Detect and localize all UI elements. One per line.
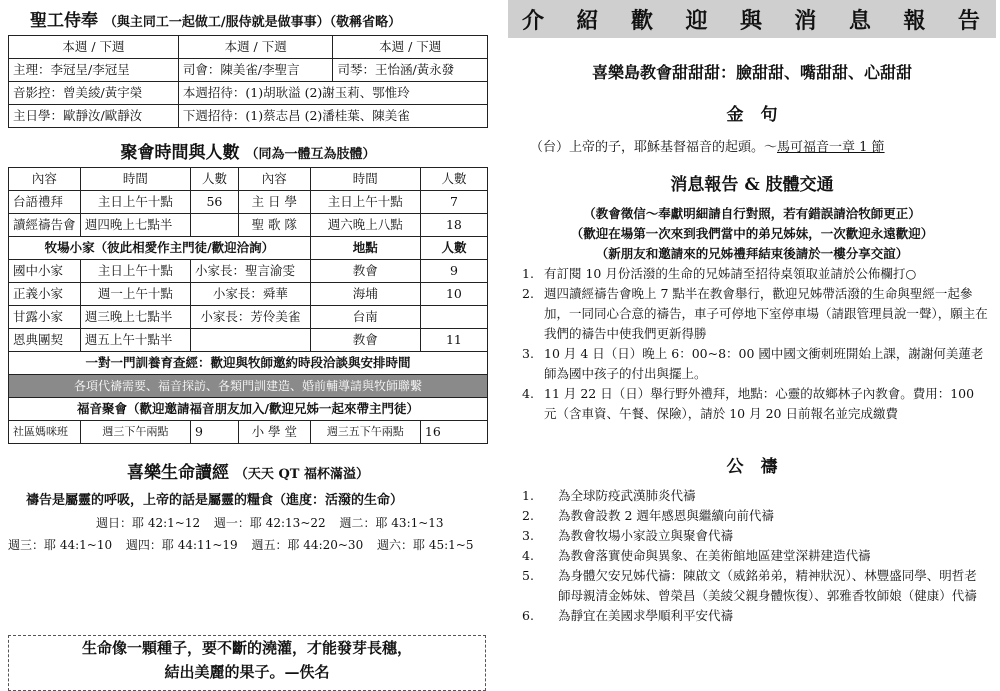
group-cell: 台南 <box>310 306 420 329</box>
prayer-number: 4. <box>522 548 534 563</box>
reading-item: 週二：耶 43:1~13 <box>339 516 444 530</box>
notice-line: （新朋友和邀請來的兄姊禮拜結束後請於一樓分享交誼） <box>595 246 909 261</box>
announcement-header <box>508 0 996 38</box>
gospel-cell: 9 <box>191 421 239 444</box>
reading-item: 週四：耶 44:11~19 <box>125 538 238 552</box>
reading-item: 週日：耶 42:1~12 <box>96 516 201 530</box>
prayer-title: 公 禱 <box>726 457 778 477</box>
reading-item: 週六：耶 45:1~5 <box>377 538 474 552</box>
verse-title: 金 句 <box>726 105 778 125</box>
group-cell: 週三晚上七點半 <box>80 306 190 329</box>
list-item <box>522 264 988 284</box>
proverb-box <box>8 635 486 691</box>
service-section-title <box>30 6 488 31</box>
meeting-cell: 18 <box>420 214 487 237</box>
header-char: 迎 <box>685 7 710 34</box>
header-char: 消 <box>794 7 819 34</box>
header-char: 介 <box>522 7 547 34</box>
verse-reference: 馬可福音一章 1 節 <box>777 140 885 155</box>
header-char: 報 <box>903 7 928 34</box>
list-item <box>522 344 988 384</box>
gospel-cell: 16 <box>420 421 487 444</box>
reading-item: 週一：耶 42:13~22 <box>213 516 326 530</box>
list-item <box>522 384 988 424</box>
header-char: 息 <box>848 7 873 34</box>
list-item <box>522 606 988 626</box>
left-column <box>8 6 488 681</box>
meeting-cell: 讀經禱告會 <box>9 214 81 237</box>
group-cell: 國中小家 <box>9 260 81 283</box>
prayer-text: 為靜宜在美國求學順利平安代禱 <box>558 608 734 623</box>
group-cell: 海埔 <box>310 283 420 306</box>
church-slogan: 喜樂島教會甜甜甜：臉甜甜、嘴甜甜、心甜甜 <box>591 63 912 82</box>
prayer-text: 為教會落實使命與異象、在美術館地區建堂深耕建造代禱 <box>558 548 871 563</box>
list-item <box>522 546 988 566</box>
list-item <box>522 566 988 606</box>
news-list <box>522 264 988 424</box>
proverb-line: 結出美麗的果子。—佚名 <box>164 663 330 681</box>
notices <box>508 204 996 264</box>
meeting-cell: 7 <box>420 191 487 214</box>
prayer-text: 為教會牧場小家設立與聚會代禱 <box>558 528 734 543</box>
group-cell: 教會 <box>310 329 420 352</box>
meeting-header: 內容 <box>9 168 81 191</box>
prayer-text: 為身體欠安兄姊代禱：陳啟文（威銘弟弟，精神狀況）、林豐盛同學、明哲老師母親清金姊妹、曾榮昌（美綾父親身體恢復）、郭雅香牧師娘（健康）代禱 <box>558 568 977 603</box>
news-text: 10 月 4 日（日）晚上 6：00~8：00 國中國文衝刺班開始上課，謝謝何美蓮老師為國中孩子的付出與擺上。 <box>544 346 984 381</box>
table-row <box>9 214 488 237</box>
life-section-title <box>8 458 488 483</box>
service-subtitle: （與主同工一起做工/服侍就是做事事）（敬稱省略） <box>103 15 402 30</box>
reading-item: 週三：耶 44:1~10 <box>8 538 113 552</box>
prayer-number: 2. <box>522 508 534 523</box>
meeting-cell: 週四晚上七點半 <box>80 214 190 237</box>
group-cell: 11 <box>420 329 487 352</box>
gospel-cell: 小 學 堂 <box>238 421 310 444</box>
header-char: 歡 <box>630 7 655 34</box>
life-title: 喜樂生命讀經 <box>127 463 229 483</box>
prayer-number: 5. <box>522 568 534 583</box>
news-text: 11 月 22 日（日）舉行野外禮拜，地點：心靈的故鄉林子內教會。費用：100 元（含車資、午餐、保險），請於 10 月 20 日前報名並完成繳費 <box>544 386 975 421</box>
meeting-header: 人數 <box>191 168 239 191</box>
table-row <box>9 306 488 329</box>
meeting-header: 內容 <box>238 168 310 191</box>
gospel-cell: 社區媽咪班 <box>9 421 81 444</box>
service-cell: 下週招待：(1)蔡志昌 (2)潘桂葉、陳美雀 <box>178 105 487 128</box>
list-item <box>522 526 988 546</box>
meeting-cell: 聖 歌 隊 <box>238 214 310 237</box>
header-char: 與 <box>739 7 764 34</box>
verse-text <box>530 138 885 158</box>
notice-line: （教會徵信～奉獻明細請自行對照，若有錯誤請洽牧師更正） <box>583 206 921 221</box>
group-cell: 10 <box>420 283 487 306</box>
reading-item: 週五：耶 44:20~30 <box>251 538 364 552</box>
meeting-section-title <box>8 138 488 163</box>
list-item <box>522 506 988 526</box>
meeting-cell: 主 日 學 <box>238 191 310 214</box>
prayer-list <box>522 486 988 626</box>
meeting-cell: 56 <box>191 191 239 214</box>
news-text: 有訂閱 10 月份活潑的生命的兄姊請至招待桌領取並請於公佈欄打○ <box>544 266 917 281</box>
service-cell: 司琴：王怡涵/黃永發 <box>333 59 488 82</box>
gospel-cell: 週三下午兩點 <box>80 421 190 444</box>
prayer-number: 3. <box>522 528 534 543</box>
group-cell: 教會 <box>310 260 420 283</box>
prayer-number: 6. <box>522 608 534 623</box>
life-motto: 禱告是屬靈的呼吸，上帝的話是屬靈的糧食（進度：活潑的生命） <box>26 493 404 508</box>
life-subtitle: （天天 QT 福杯滿溢） <box>234 467 369 482</box>
meeting-header: 時間 <box>80 168 190 191</box>
group-cell: 小家長：舜華 <box>191 283 311 306</box>
list-item <box>522 284 988 344</box>
group-cell: 正義小家 <box>9 283 81 306</box>
meeting-header: 時間 <box>310 168 420 191</box>
group-cell: 主日上午十點 <box>80 260 190 283</box>
group-header: 人數 <box>420 237 487 260</box>
prayer-text: 為全球防疫武漢肺炎代禱 <box>558 488 696 503</box>
group-cell <box>420 306 487 329</box>
gospel-band: 福音聚會（歡迎邀請福音朋友加入/歡迎兄姊一起來帶主門徒） <box>9 398 488 421</box>
service-header: 本週 / 下週 <box>178 36 333 59</box>
group-cell: 9 <box>420 260 487 283</box>
notice-line: （歡迎在場第一次來到我們當中的弟兄姊妹，一次歡迎永遠歡迎） <box>570 226 934 241</box>
news-number: 1. <box>522 266 534 281</box>
meeting-cell: 主日上午十點 <box>310 191 420 214</box>
group-header: 地點 <box>310 237 420 260</box>
group-cell: 小家長：聖言渝雯 <box>191 260 311 283</box>
group-cell <box>191 329 311 352</box>
service-cell: 音影控：曾美綾/黃宇榮 <box>9 82 179 105</box>
group-cell: 恩典團契 <box>9 329 81 352</box>
meeting-subtitle: （同為一體互為肢體） <box>245 147 376 162</box>
news-number: 4. <box>522 386 534 401</box>
service-cell: 本週招待：(1)胡耿溢 (2)謝玉莉、鄂惟玲 <box>178 82 487 105</box>
service-header: 本週 / 下週 <box>9 36 179 59</box>
reading-line <box>8 534 488 556</box>
header-char: 紹 <box>576 7 601 34</box>
group-cell: 小家長：芳伶美雀 <box>191 306 311 329</box>
service-header: 本週 / 下週 <box>333 36 488 59</box>
verse-body: （台）上帝的子，耶穌基督福音的起頭。～ <box>530 140 778 155</box>
table-row <box>9 329 488 352</box>
prayer-text: 為教會設教 2 週年感恩與繼續向前代禱 <box>558 508 774 523</box>
meeting-header: 人數 <box>420 168 487 191</box>
group-cell: 週一上午十點 <box>80 283 190 306</box>
one-on-one-band: 一對一門訓養育查經：歡迎與牧師邀約時段洽談與安排時間 <box>9 352 488 375</box>
meeting-cell: 台語禮拜 <box>9 191 81 214</box>
service-cell: 主日學：歐靜汝/歐靜汝 <box>9 105 179 128</box>
news-text: 週四讀經禱告會晚上 7 點半在教會舉行，歡迎兄姊帶活潑的生命與聖經一起參加，一同同心合意的禱告，車子可停地下室停車場（請跟管理員說一聲），願主在我們的禱告中使我們更新得勝 <box>544 286 988 341</box>
header-char: 告 <box>957 7 982 34</box>
table-row <box>9 283 488 306</box>
table-row <box>9 191 488 214</box>
meeting-cell: 主日上午十點 <box>80 191 190 214</box>
table-row <box>9 421 488 444</box>
news-number: 3. <box>522 346 534 361</box>
service-title: 聖工侍奉 <box>30 11 98 31</box>
meeting-cell <box>191 214 239 237</box>
service-cell: 司會：陳美雀/李聖言 <box>178 59 333 82</box>
meeting-title: 聚會時間與人數 <box>120 143 240 163</box>
table-row <box>9 260 488 283</box>
service-table <box>8 35 488 128</box>
service-cell: 主理：李冠呈/李冠呈 <box>9 59 179 82</box>
news-title: 消息報告 & 肢體交通 <box>670 175 834 195</box>
news-number: 2. <box>522 286 534 301</box>
meeting-cell: 週六晚上八點 <box>310 214 420 237</box>
group-cell: 甘露小家 <box>9 306 81 329</box>
group-cell: 週五上午十點半 <box>80 329 190 352</box>
gospel-cell: 週三五下午兩點 <box>310 421 420 444</box>
contact-band: 各項代禱需要、福音探訪、各類門訓建造、婚前輔導請與牧師聯繫 <box>9 375 488 398</box>
meeting-table <box>8 167 488 444</box>
prayer-number: 1. <box>522 488 534 503</box>
proverb-line: 生命像一顆種子，要不斷的澆灌，才能發芽長穗， <box>81 639 412 657</box>
reading-line <box>8 512 488 534</box>
group-header: 牧場小家（彼此相愛作主門徒/歡迎洽詢） <box>9 237 311 260</box>
list-item <box>522 486 988 506</box>
